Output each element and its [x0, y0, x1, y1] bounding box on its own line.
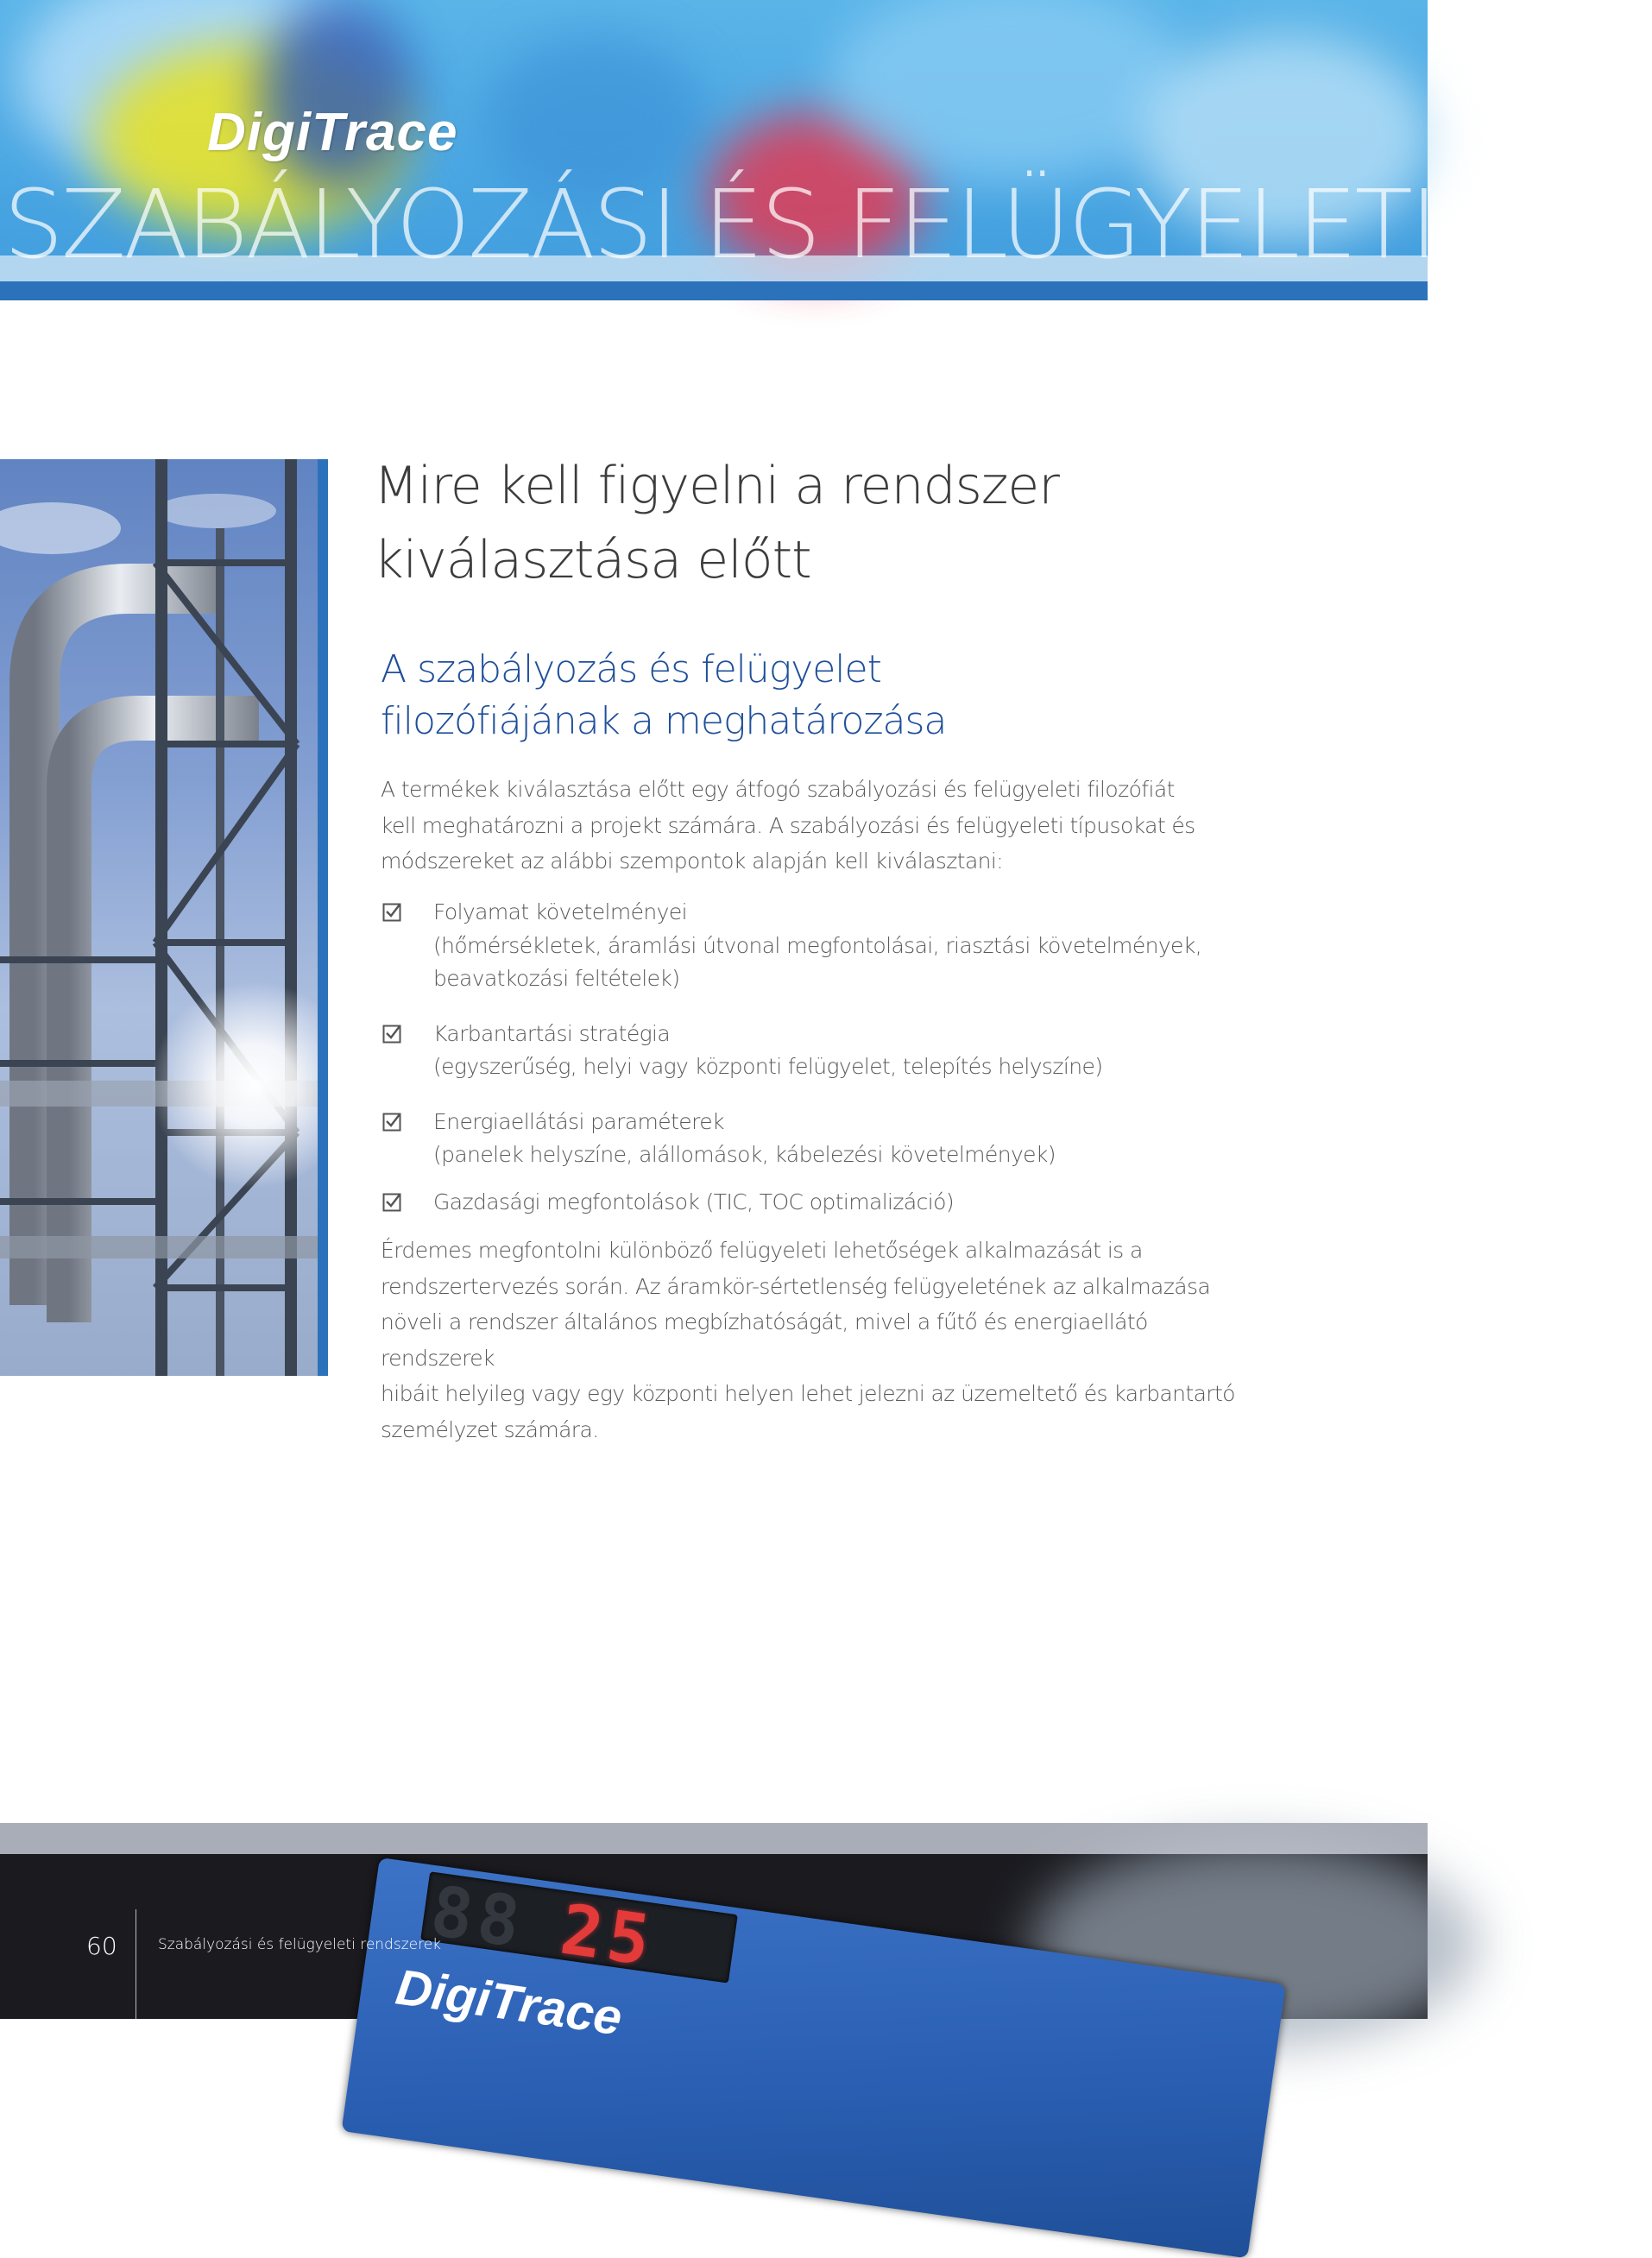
device-logo: DigiTrace — [392, 1958, 626, 2047]
banner-title: SZABÁLYOZÁSI ÉS FELÜGYELETI REN — [3, 169, 1652, 280]
checklist-item — [381, 1018, 1244, 1084]
page-title-line: Mire kell figyelni a rendszer — [374, 456, 1059, 516]
display-reading: 25 — [556, 1889, 660, 1982]
banner-blue-stripe — [0, 281, 1428, 300]
photo-blue-edge — [318, 459, 328, 1376]
checkbox-checked-icon — [382, 903, 401, 922]
industrial-pipes-photo — [0, 459, 318, 1376]
checklist-item-title: Folyamat követelményei — [433, 899, 687, 924]
section-subtitle-line: filozófiájának a meghatározása — [381, 699, 947, 743]
checkbox-checked-icon — [382, 1193, 401, 1212]
checklist-item — [381, 896, 1244, 996]
checklist-item-detail: beavatkozási feltételek) — [433, 966, 680, 991]
checkbox-checked-icon — [382, 1113, 401, 1132]
section-subtitle — [381, 644, 1157, 747]
intro-paragraph — [381, 772, 1226, 880]
checklist-item-detail: (egyszerűség, helyi vagy központi felügyelet, telepítés helyszíne) — [433, 1054, 1103, 1079]
checklist-item-title: Gazdasági megfontolások (TIC, TOC optimalizáció) — [433, 1189, 954, 1214]
paragraph-line: személyzet számára. — [381, 1416, 599, 1442]
checklist-item-detail: (hőmérsékletek, áramlási útvonal megfontolásai, riasztási követelmények, — [433, 932, 1202, 958]
paragraph-line: Érdemes megfontolni különböző felügyeleti lehetőségek alkalmazását is a — [381, 1238, 1143, 1263]
footer-banner — [0, 1823, 1428, 2047]
criteria-checklist — [381, 896, 1244, 1219]
header-banner — [0, 0, 1652, 300]
paragraph-line: növeli a rendszer általános megbízhatóságát, mivel a fűtő és energiaellátó rendszerek — [381, 1309, 1148, 1371]
checklist-item-title: Karbantartási stratégia — [433, 1020, 671, 1046]
paragraph-line: módszereket az alábbi szempontok alapján kell kiválasztani: — [381, 848, 1004, 874]
checkbox-checked-icon — [382, 1025, 401, 1044]
checklist-item-detail: (panelek helyszíne, alállomások, kábelezési követelmények) — [433, 1142, 1056, 1167]
paragraph-line: kell meghatározni a projekt számára. A szabályozási és felügyeleti típusokat és — [381, 812, 1195, 838]
section-subtitle-line: A szabályozás és felügyelet — [381, 647, 881, 691]
footer-light-stripe — [0, 1823, 1428, 1854]
checklist-item-title: Energiaellátási paraméterek — [433, 1108, 724, 1134]
closing-paragraph — [381, 1233, 1244, 1448]
display-unlit-segments: 88 — [426, 1870, 530, 1964]
paragraph-line: A termékek kiválasztása előtt egy átfogó szabályozási és felügyeleti filozófiát — [381, 777, 1175, 802]
footer-section-title: Szabályozási és felügyeleti rendszerek — [158, 1936, 442, 1953]
pipe-structure-illustration — [0, 459, 318, 1376]
paragraph-line: rendszertervezés során. Az áramkör-sértetlenség felügyeletének az alkalmazása — [381, 1273, 1211, 1299]
page-title-line: kiválasztása előtt — [374, 530, 811, 590]
digitrace-logo: DigiTrace — [207, 103, 458, 162]
controller-display — [420, 1871, 738, 1983]
checklist-item — [381, 1106, 1244, 1172]
checklist-item — [381, 1186, 1244, 1220]
page-number: 60 — [86, 1932, 117, 1960]
paragraph-line: hibáit helyileg vagy egy központi helyen lehet jelezni az üzemeltető és karbantartó — [381, 1381, 1235, 1406]
page-title — [374, 449, 1151, 597]
